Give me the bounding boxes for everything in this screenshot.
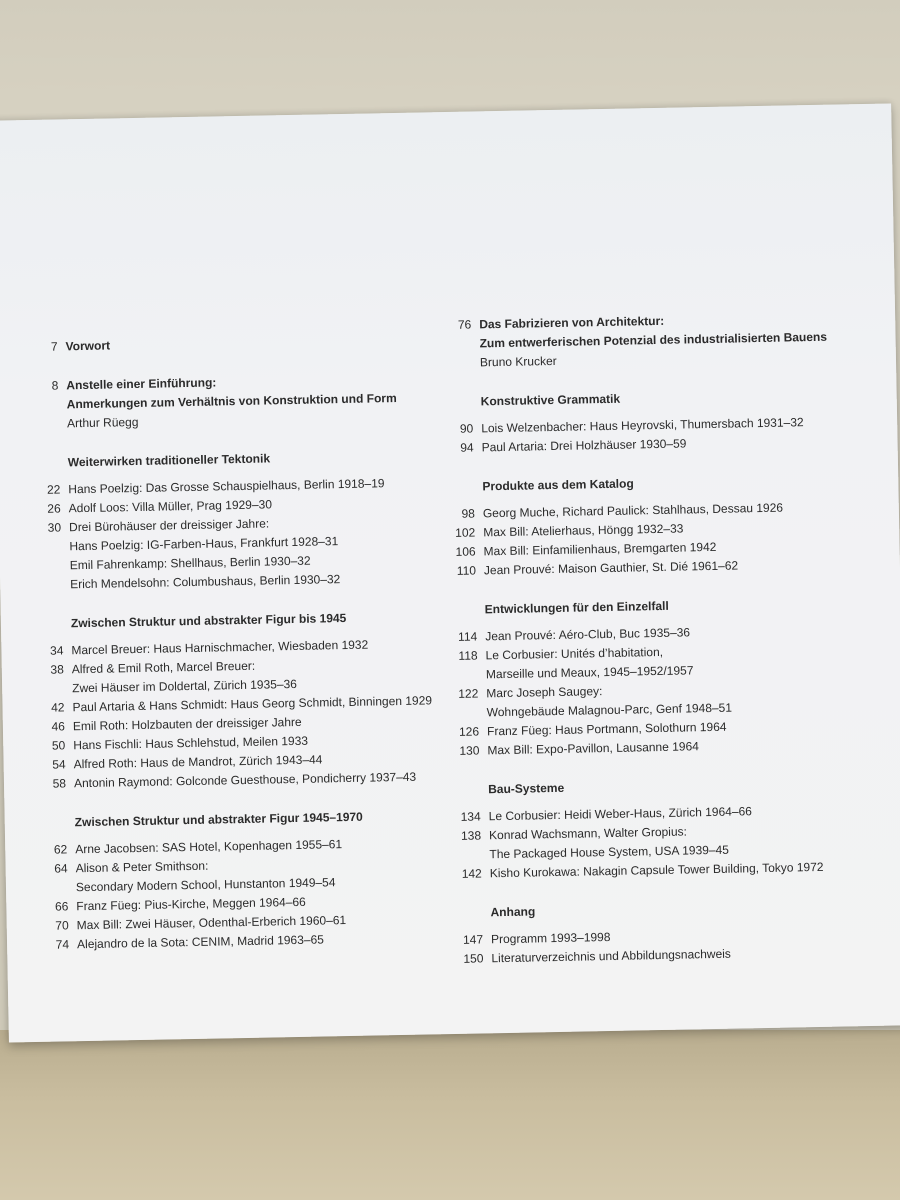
page-number: 114 xyxy=(457,629,478,644)
entry-line: Emil Roth: Holzbauten der dreissiger Jahre xyxy=(72,714,302,734)
entry-line: Le Corbusier: Heidi Weber-Haus, Zürich 1964–66 xyxy=(488,804,753,824)
entry-line: Lois Welzenbacher: Haus Heyrovski, Thumersbach 1931–32 xyxy=(481,415,804,436)
entry-line: Secondary Modern School, Hunstanton 1949–54 xyxy=(75,875,336,895)
section-heading: Weiterwirken traditioneller Tektonik xyxy=(67,451,271,470)
entry-line: Max Bill: Expo-Pavillon, Lausanne 1964 xyxy=(487,739,699,758)
page-number: 118 xyxy=(458,648,478,663)
entry-line: Adolf Loos: Villa Müller, Prag 1929–30 xyxy=(68,497,273,516)
entry-line: Zwei Häuser im Doldertal, Zürich 1935–36 xyxy=(72,676,298,696)
page-number: 42 xyxy=(51,700,65,715)
entry-line: Alfred & Emil Roth, Marcel Breuer: xyxy=(71,658,256,677)
page-number: 30 xyxy=(47,520,62,535)
entry-line: Alison & Peter Smithson: xyxy=(75,858,209,876)
entry-line: Paul Artaria & Hans Schmidt: Haus Georg Schmidt, Binningen 1929 xyxy=(72,693,433,715)
entry-title: Das Fabrizieren von Architektur: xyxy=(479,313,665,332)
entry-title: Vorwort xyxy=(65,338,111,354)
page-number: 138 xyxy=(460,828,482,843)
section-heading: Entwicklungen für den Einzelfall xyxy=(484,598,669,617)
entry-subtitle: Anmerkungen zum Verhältnis von Konstruktion und Form xyxy=(66,390,397,412)
entry-line: Max Bill: Zwei Häuser, Odenthal-Erberich 1960–61 xyxy=(76,913,347,933)
entry-line: Antonin Raymond: Golconde Guesthouse, Pondicherry 1937–43 xyxy=(73,769,417,791)
entry-line: Hans Poelzig: IG-Farben-Haus, Frankfurt 1928–31 xyxy=(69,534,339,554)
entry-line: The Packaged House System, USA 1939–45 xyxy=(489,842,730,862)
page-number: 130 xyxy=(459,743,480,758)
page-number: 7 xyxy=(50,339,58,354)
entry-line: Max Bill: Atelierhaus, Höngg 1932–33 xyxy=(483,521,684,540)
page-number: 126 xyxy=(458,724,480,739)
entry-line: Alfred Roth: Haus de Mandrot, Zürich 1943–44 xyxy=(73,752,323,772)
page-number: 134 xyxy=(460,809,481,824)
page-number: 150 xyxy=(463,951,484,966)
toc-entry xyxy=(37,511,458,595)
toc-entry-einfuehrung xyxy=(34,369,455,434)
entry-line: Konrad Wachsmann, Walter Gropius: xyxy=(488,824,688,843)
page-number: 34 xyxy=(49,643,64,658)
entry-line: Jean Prouvé: Maison Gauthier, St. Dié 1961–62 xyxy=(483,558,739,578)
book-page xyxy=(0,103,900,1042)
entry-author: Arthur Rüegg xyxy=(66,414,139,431)
entry-line: Literaturverzeichnis und Abbildungsnachweis xyxy=(491,946,731,966)
entry-line: Hans Poelzig: Das Grosse Schauspielhaus, Berlin 1918–19 xyxy=(68,476,385,497)
entry-line: Jean Prouvé: Aéro-Club, Buc 1935–36 xyxy=(485,625,691,644)
entry-line: Hans Fischli: Haus Schlehstud, Meilen 1933 xyxy=(73,733,309,753)
entry-line: Alejandro de la Sota: CENIM, Madrid 1963–65 xyxy=(76,932,324,952)
entry-line: Franz Füeg: Haus Portmann, Solothurn 1964 xyxy=(486,719,727,739)
entry-line: Wohngebäude Malagnou-Parc, Genf 1948–51 xyxy=(486,700,733,720)
page-number: 58 xyxy=(52,776,67,791)
page-number: 62 xyxy=(53,842,68,857)
entry-line: Max Bill: Einfamilienhaus, Bremgarten 1942 xyxy=(483,539,717,559)
page-number: 94 xyxy=(460,440,474,455)
entry-line: Franz Füeg: Pius-Kirche, Meggen 1964–66 xyxy=(76,894,306,914)
table-surface xyxy=(0,1030,900,1200)
entry-line: Marcel Breuer: Haus Harnischmacher, Wiesbaden 1932 xyxy=(71,637,369,658)
entry-line: Georg Muche, Richard Paulick: Stahlhaus, Dessau 1926 xyxy=(482,500,784,521)
page-number: 26 xyxy=(47,501,61,516)
section-heading: Produkte aus dem Katalog xyxy=(482,476,634,494)
page-number: 70 xyxy=(55,918,69,933)
entry-line: Programm 1993–1998 xyxy=(490,929,611,947)
page-number: 66 xyxy=(54,899,69,914)
toc-entry-fabrizieren xyxy=(447,308,888,373)
entry-line: Le Corbusier: Unités d’habitation, xyxy=(485,644,664,663)
page-number: 50 xyxy=(51,738,66,753)
page-number: 8 xyxy=(51,378,59,393)
toc-left-sections xyxy=(35,426,465,955)
section-heading: Zwischen Struktur und abstrakter Figur 1945–1970 xyxy=(74,809,363,830)
section-heading: Konstruktive Grammatik xyxy=(480,391,621,409)
page-number: 90 xyxy=(459,421,474,436)
page-number: 74 xyxy=(55,937,70,952)
entry-line: Marc Joseph Saugey: xyxy=(486,684,603,701)
toc-right-column xyxy=(447,308,899,969)
entry-line: Erich Mendelsohn: Columbushaus, Berlin 1930–32 xyxy=(70,572,341,592)
entry-line: Kisho Kurokawa: Nakagin Capsule Tower Building, Tokyo 1972 xyxy=(489,859,824,881)
page-number: 54 xyxy=(52,757,66,772)
page-number: 22 xyxy=(46,482,61,497)
section-heading: Anhang xyxy=(490,904,536,920)
section-heading: Bau-Systeme xyxy=(488,780,565,797)
entry-author: Bruno Krucker xyxy=(479,353,557,370)
page-number: 106 xyxy=(455,544,476,559)
entry-line: Emil Fahrenkamp: Shellhaus, Berlin 1930–32 xyxy=(69,553,311,573)
page-number: 76 xyxy=(457,317,472,332)
page-number: 147 xyxy=(462,932,484,947)
entry-title: Anstelle einer Einführung: xyxy=(66,375,217,393)
toc-left-column xyxy=(33,330,465,955)
entry-line: Paul Artaria: Drei Holzhäuser 1930–59 xyxy=(481,436,687,455)
entry-line: Marseille und Meaux, 1945–1952/1957 xyxy=(485,663,694,682)
page-number: 64 xyxy=(54,861,68,876)
entry-line: Drei Bürohäuser der dreissiger Jahre: xyxy=(68,516,270,535)
entry-line: Arne Jacobsen: SAS Hotel, Kopenhagen 1955–61 xyxy=(75,837,343,857)
page-number: 98 xyxy=(461,506,476,521)
entry-subtitle: Zum entwerferischen Potenzial des industrialisierten Bauens xyxy=(479,329,828,351)
section-heading: Zwischen Struktur und abstrakter Figur bis 1945 xyxy=(70,611,347,631)
page-number: 102 xyxy=(455,525,476,540)
page-number: 110 xyxy=(456,563,477,578)
toc-right-sections xyxy=(448,365,899,969)
page-number: 142 xyxy=(461,866,482,881)
page-number: 38 xyxy=(50,662,64,677)
page-number: 122 xyxy=(458,686,479,701)
page-number: 46 xyxy=(51,719,66,734)
